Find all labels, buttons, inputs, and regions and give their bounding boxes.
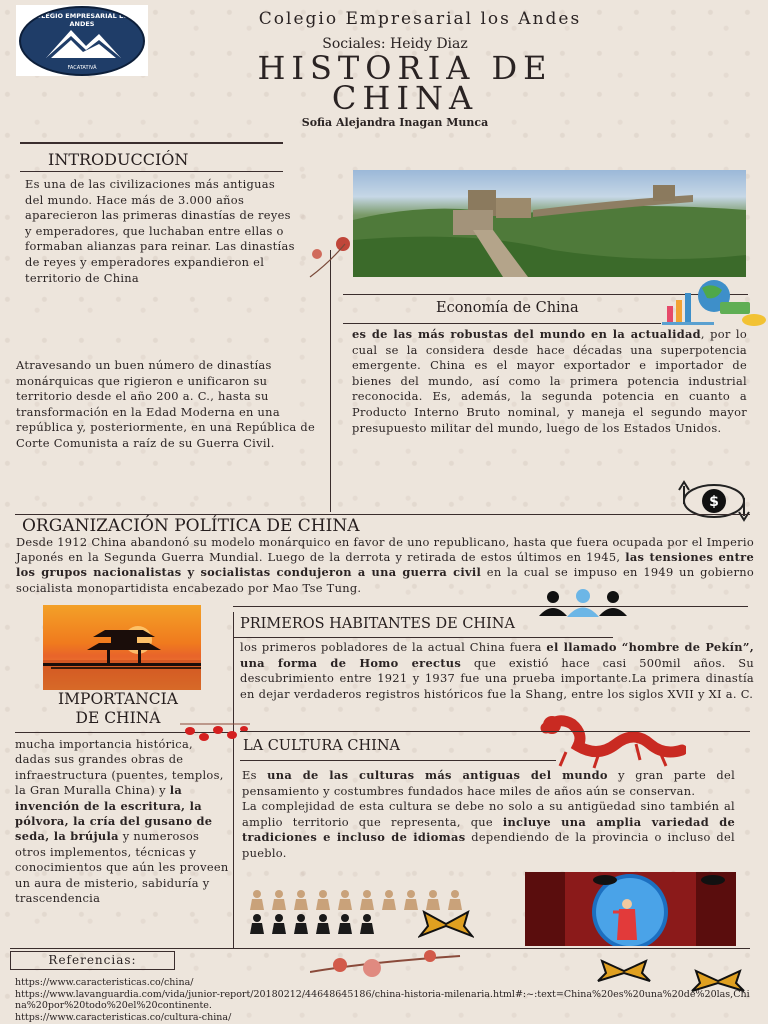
reference-link[interactable]: https://www.caracteristicas.co/china/	[15, 977, 194, 988]
subject-teacher: Sociales: Heidy Diaz	[322, 36, 468, 52]
chart-icon	[662, 278, 766, 328]
divider	[233, 637, 613, 638]
politics-text-2: en la cual se impuso en 1949 un gobierno socialista monopartidista encabezado por Mao Tse Tung.	[16, 565, 754, 595]
importance-text-2: y numerosos otros implementos, técnicas y conocimientos que aún les proveen un aura de misterio, sabiduría y trascendencia	[15, 829, 229, 906]
reference-link[interactable]: https://www.caracteristicas.co/cultura-china/	[15, 1011, 232, 1023]
column-divider	[233, 612, 234, 948]
page-title	[130, 49, 680, 117]
logo-text: COLEGIO EMPRESARIAL LOS ANDES	[30, 11, 134, 28]
inhabitants-text	[240, 640, 754, 702]
intro-heading: INTRODUCCIÓN	[48, 150, 189, 169]
divider	[15, 514, 750, 515]
culture-text-4: dependiendo de la provincia o incluso del pueblo.	[242, 830, 736, 860]
inhabitants-heading: PRIMEROS HABITANTES DE CHINA	[240, 616, 515, 632]
divider	[233, 606, 748, 607]
svg-text:$: $	[709, 494, 719, 510]
divider	[20, 142, 283, 144]
title-line-2: CHINA	[331, 79, 479, 117]
school-logo	[16, 5, 148, 76]
economy-text	[352, 327, 747, 436]
great-wall-icon	[353, 170, 746, 277]
person-figure	[272, 914, 286, 934]
economy-heading: Economía de China	[436, 300, 579, 316]
inhabitants-text-1: los primeros pobladores de la actual China fuera	[240, 640, 547, 654]
divider	[10, 948, 750, 949]
culture-text-3: La complejidad de esta cultura se debe no solo a su antigüedad sino también al amplio territorio que representa, que	[242, 799, 735, 829]
divider	[343, 323, 661, 324]
person-figure	[338, 890, 352, 910]
title-line-1: HISTORIA DE	[257, 49, 553, 87]
stage-icon	[525, 872, 736, 946]
culture-bold-1: una de las culturas más antiguas del mundo	[267, 768, 608, 782]
economy-bold: es de las más robustas del mundo en la actualidad	[352, 327, 701, 341]
flower-branch-icon	[305, 232, 355, 282]
butterfly-icon	[418, 908, 474, 940]
person-figure	[360, 914, 374, 934]
inhabitants-text-2: que existió hace casi 500mil años. Su descubrimiento entre 1921 y 1937 fue una prueba importante.La primera dinastía en dejar verdaderos registros históricos fue la Shang, entre los siglos XVII y XI a. C.	[240, 655, 754, 701]
person-figure	[338, 914, 352, 934]
intro-paragraph-2: Atravesando un buen número de dinastías monárquicas que rigieron e unificaron su territorio desde el año 200 a. C., hasta su transformación en la Edad Moderna en una república y, posteriormente, en una República de Corte Comunista a raíz de su Guerra Civil.	[16, 358, 316, 450]
person-figure	[360, 890, 374, 910]
politics-bold: las tensiones entre los grupos nacionalistas y socialistas condujeron a una guerra civil	[16, 550, 754, 580]
person-figure	[426, 890, 440, 910]
politics-text	[16, 535, 754, 596]
culture-text-1: Es	[242, 768, 268, 782]
culture-bold-2: incluye una amplia variedad de tradiciones e incluso de idiomas	[242, 814, 736, 845]
divider	[240, 760, 556, 761]
divider	[240, 731, 750, 732]
importance-heading-1: IMPORTANCIA	[58, 690, 178, 708]
column-divider	[330, 250, 331, 512]
divider	[20, 171, 283, 172]
references-list	[15, 977, 755, 1023]
intro-paragraph-1: Es una de las civilizaciones más antiguas del mundo. Hace más de 3.000 años aparecieron las primeras dinastías de reyes y emperadores, que luchaban entre ellas o formaban alianzas para reinar. Las dinastías de reyes y emperadores expandieron el territorio de China	[25, 177, 295, 285]
culture-heading: LA CULTURA CHINA	[243, 738, 400, 754]
economy-rest: , por lo cual se la considera desde hace décadas una superpotencia emergente. China es el mayor exportador e importador de bienes del mundo, así como la primera potencia industrial reconocida. Es, además, la segunda potencia en cuanto a Producto Interno Bruto nominal, y maneja el segundo mayor presupuesto militar del mundo, luego de los Estados Unidos.	[352, 327, 747, 435]
politics-text-1: Desde 1912 China abandonó su modelo monárquico en favor de uno republicano, hasta que fuera ocupada por el Imperio Japonés en la Segunda Guerra Mundial. Luego de la derrota y retirada de estos últimos en 1945,	[16, 535, 754, 565]
person-figure	[272, 890, 286, 910]
importance-text	[15, 737, 230, 906]
logo-emblem	[19, 6, 145, 76]
importance-heading-2: DE CHINA	[75, 709, 161, 727]
great-wall-photo	[353, 170, 746, 277]
pagoda-photo	[43, 605, 201, 690]
importance-text-1: mucha importancia histórica, dadas sus grandes obras de infraestructura (puentes, templos, la Gran Muralla China) y	[15, 737, 224, 798]
school-name: Colegio Empresarial los Andes	[258, 9, 582, 29]
person-figure	[294, 890, 308, 910]
culture-text	[242, 768, 735, 862]
person-figure	[250, 890, 264, 910]
logo-bottom-text: FACATATIVÁ	[67, 64, 97, 71]
person-figure	[294, 914, 308, 934]
people-icon	[535, 588, 631, 618]
dragon-icon	[538, 710, 686, 770]
person-figure	[382, 890, 396, 910]
references-heading: Referencias:	[10, 951, 175, 970]
person-figure	[448, 890, 462, 910]
author-name: Sofia Alejandra Inagan Munca	[301, 116, 489, 129]
importance-bold: la invención de la escritura, la pólvora, la cría del gusano de seda, la brújula	[15, 783, 213, 844]
pagoda-icon	[43, 605, 201, 690]
politics-heading: ORGANIZACIÓN POLÍTICA DE CHINA	[22, 516, 360, 536]
flower-branch-icon	[310, 950, 470, 980]
reference-link[interactable]: https://www.lavanguardia.com/vida/junior-report/20180212/44648645186/china-historia-milenaria.html#:~:text=China%20es%20una%20de%20las,China%20por%20todo%20el%20continente.	[15, 988, 750, 1011]
person-figure	[316, 914, 330, 934]
person-figure	[404, 890, 418, 910]
stage-photo	[525, 872, 736, 946]
inhabitants-bold: el llamado “hombre de Pekín”, una forma de Homo erectus	[240, 640, 754, 670]
person-figure	[316, 890, 330, 910]
culture-text-2: y gran parte del pensamiento y costumbres fundados hace miles de años aún se conservan.	[242, 768, 736, 798]
dollar-icon	[676, 476, 752, 526]
person-figure	[250, 914, 264, 934]
